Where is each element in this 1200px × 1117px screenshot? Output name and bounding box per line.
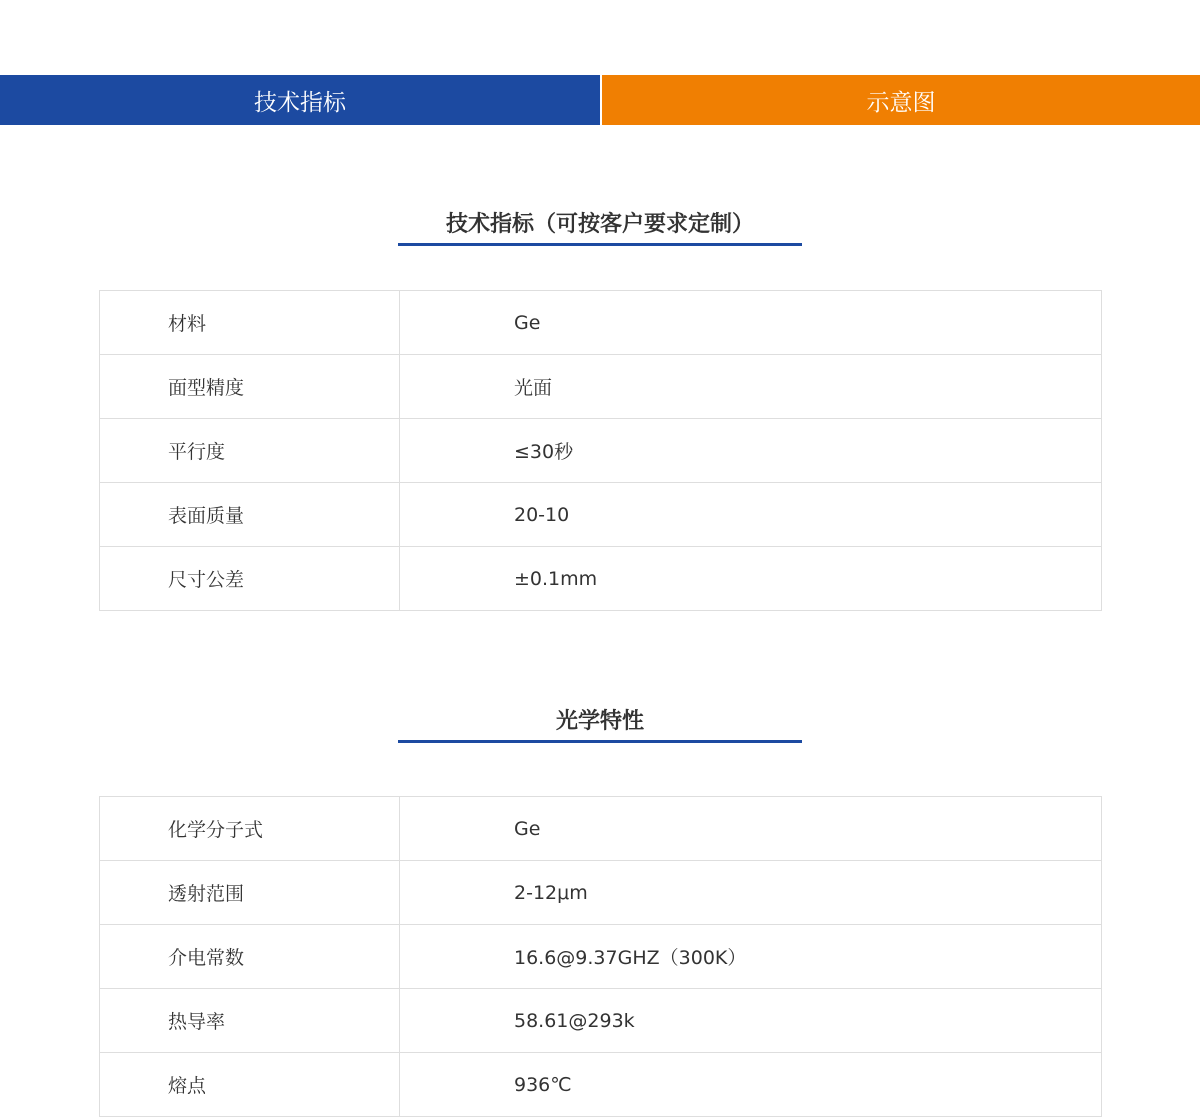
row-key: 化学分子式 [100,797,400,861]
table-row [100,797,1102,861]
tab-technical-specs[interactable]: 技术指标 [0,75,600,125]
row-key: 熔点 [100,1053,400,1117]
table-row [100,419,1102,483]
row-value: 16.6@9.37GHZ（300K） [400,925,1102,989]
row-key: 尺寸公差 [100,547,400,611]
row-value: 光面 [400,355,1102,419]
row-key: 平行度 [100,419,400,483]
row-value: ≤30秒 [400,419,1102,483]
row-value: Ge [400,291,1102,355]
row-value: ±0.1mm [400,547,1102,611]
spec-table-technical [99,290,1102,611]
table-row [100,483,1102,547]
row-key: 表面质量 [100,483,400,547]
row-key: 透射范围 [100,861,400,925]
table-row [100,547,1102,611]
table-row [100,1053,1102,1117]
tab-schematic[interactable]: 示意图 [602,75,1200,125]
section-title-technical-specs: 技术指标（可按客户要求定制） [445,212,754,237]
title-underline [398,243,802,246]
section-title-optical-properties: 光学特性 [555,709,644,734]
row-value: Ge [400,797,1102,861]
row-key: 材料 [100,291,400,355]
row-key: 介电常数 [100,925,400,989]
row-key: 热导率 [100,989,400,1053]
table-row [100,355,1102,419]
tab-bar [0,75,1200,125]
row-value: 58.61@293k [400,989,1102,1053]
table-row [100,291,1102,355]
table-row [100,989,1102,1053]
spec-table-optical [99,796,1102,1117]
row-value: 20-10 [400,483,1102,547]
table-row [100,861,1102,925]
row-key: 面型精度 [100,355,400,419]
row-value: 2-12μm [400,861,1102,925]
table-row [100,925,1102,989]
title-underline [398,740,802,743]
row-value: 936℃ [400,1053,1102,1117]
